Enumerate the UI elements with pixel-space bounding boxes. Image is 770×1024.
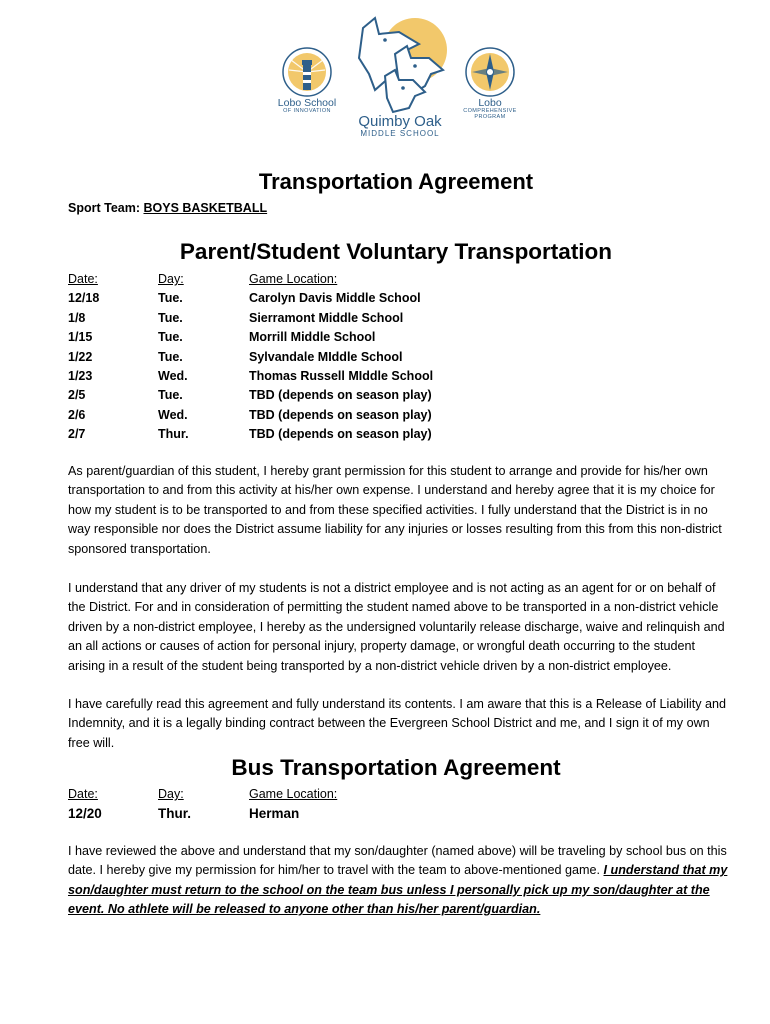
voluntary-heading: Parent/Student Voluntary Transportation xyxy=(179,239,613,264)
lobo-comprehensive-logo xyxy=(452,46,528,121)
row-day: Wed. xyxy=(158,368,188,383)
row-location: TBD (depends on season play) xyxy=(249,427,432,442)
row-date: 2/7 xyxy=(68,427,86,442)
logo-left-line1: Lobo School xyxy=(277,97,337,109)
sport-team xyxy=(68,201,267,215)
column-day: Day: xyxy=(158,272,184,286)
row-date: 1/8 xyxy=(68,310,86,325)
logo-center-line1: Quimby Oak xyxy=(358,113,442,130)
row-day: Tue. xyxy=(158,330,183,345)
row-location: Morrill Middle School xyxy=(249,330,376,345)
column-date: Date: xyxy=(68,787,98,801)
row-day: Tue. xyxy=(158,388,183,403)
lighthouse-icon xyxy=(281,46,333,98)
row-location: TBD (depends on season play) xyxy=(249,388,432,403)
row-location: Thomas Russell MIddle School xyxy=(249,368,434,383)
sport-team-label: Sport Team: xyxy=(68,201,140,215)
row-date: 2/5 xyxy=(68,388,86,403)
row-day: Tue. xyxy=(158,310,183,325)
logo-right-line2: COMPREHENSIVE xyxy=(463,108,517,115)
lobo-school-of-innovation-logo xyxy=(264,46,350,115)
bus-paragraph-emphasis: I understand that my son/daughter must return to the school on the team bus unless I personally pick up my son/daughter at the event. No athlete will be released to anyone other than his/her parent/guardian. xyxy=(68,863,728,917)
column-location: Game Location: xyxy=(249,787,338,801)
quimby-oak-logo xyxy=(340,14,460,138)
row-date: 12/20 xyxy=(68,806,102,822)
row-date: 2/6 xyxy=(68,407,86,422)
bus-heading: Bus Transportation Agreement xyxy=(231,755,561,780)
column-date: Date: xyxy=(68,272,98,286)
bus-paragraph xyxy=(68,842,728,920)
column-location: Game Location: xyxy=(249,272,338,286)
consent-paragraph: As parent/guardian of this student, I hereby grant permission for this student to arrange and provide for his/her own transportation to and from this activity at his/her own expense. I understand and hereby agree that it is my choice for how my student is to be transported to and from these specified activities. I fully understand that the District is in no way responsible nor does the District assume liability for any injuries or losses resulting from this from this non-district sponsored transportation. xyxy=(68,464,722,556)
row-date: 1/22 xyxy=(68,349,93,364)
row-location: Sylvandale MIddle School xyxy=(249,349,403,364)
row-location: Herman xyxy=(249,806,300,822)
logo-right-line1: Lobo xyxy=(478,97,502,109)
sport-team-value: BOYS BASKETBALL xyxy=(143,201,268,215)
release-paragraph: I understand that any driver of my students is not a district employee and is not acting as an agent for or on behalf of the District. For and in consideration of permitting the student named above to be transported in a non-district vehicle driven by a non-district employee, I hereby as the undersigned voluntarily release discharge, waive and relinquish and an all actions or causes of action for personal injury, property damage, or wrongful death occurring to the student arising in a result of the student being transported by a non-district vehicle driven by a non-district employee. xyxy=(68,581,725,673)
row-location: TBD (depends on season play) xyxy=(249,407,432,422)
row-location: Carolyn Davis Middle School xyxy=(249,291,421,306)
row-day: Tue. xyxy=(158,291,183,306)
logo-left-line2: OF INNOVATION xyxy=(283,108,331,115)
row-day: Wed. xyxy=(158,407,188,422)
acknowledgement-paragraph: I have carefully read this agreement and fully understand its contents. I am aware that this is a Release of Liability and Indemnity, and it is a legally binding contract between the Evergreen School District and me, and I sign it of my own free will. xyxy=(68,697,727,750)
logo-right-line3: PROGRAM xyxy=(474,113,506,120)
row-date: 1/15 xyxy=(68,330,93,345)
row-day: Thur. xyxy=(158,427,189,442)
logo-center-line2: MIDDLE SCHOOL xyxy=(360,128,440,138)
page-title: Transportation Agreement xyxy=(258,169,534,194)
row-date: 1/23 xyxy=(68,368,93,383)
logo-banner xyxy=(0,0,770,160)
row-day: Thur. xyxy=(158,806,191,822)
row-day: Tue. xyxy=(158,349,183,364)
wolves-icon xyxy=(345,14,455,114)
row-date: 12/18 xyxy=(68,291,100,306)
compass-icon xyxy=(464,46,516,98)
row-location: Sierramont Middle School xyxy=(249,310,404,325)
column-day: Day: xyxy=(158,787,184,801)
bus-paragraph-text: I have reviewed the above and understand that my son/daughter (named above) will be traveling by school bus on this date. I hereby give my permission for him/her to travel with the team to above-mentioned game. xyxy=(68,844,727,878)
